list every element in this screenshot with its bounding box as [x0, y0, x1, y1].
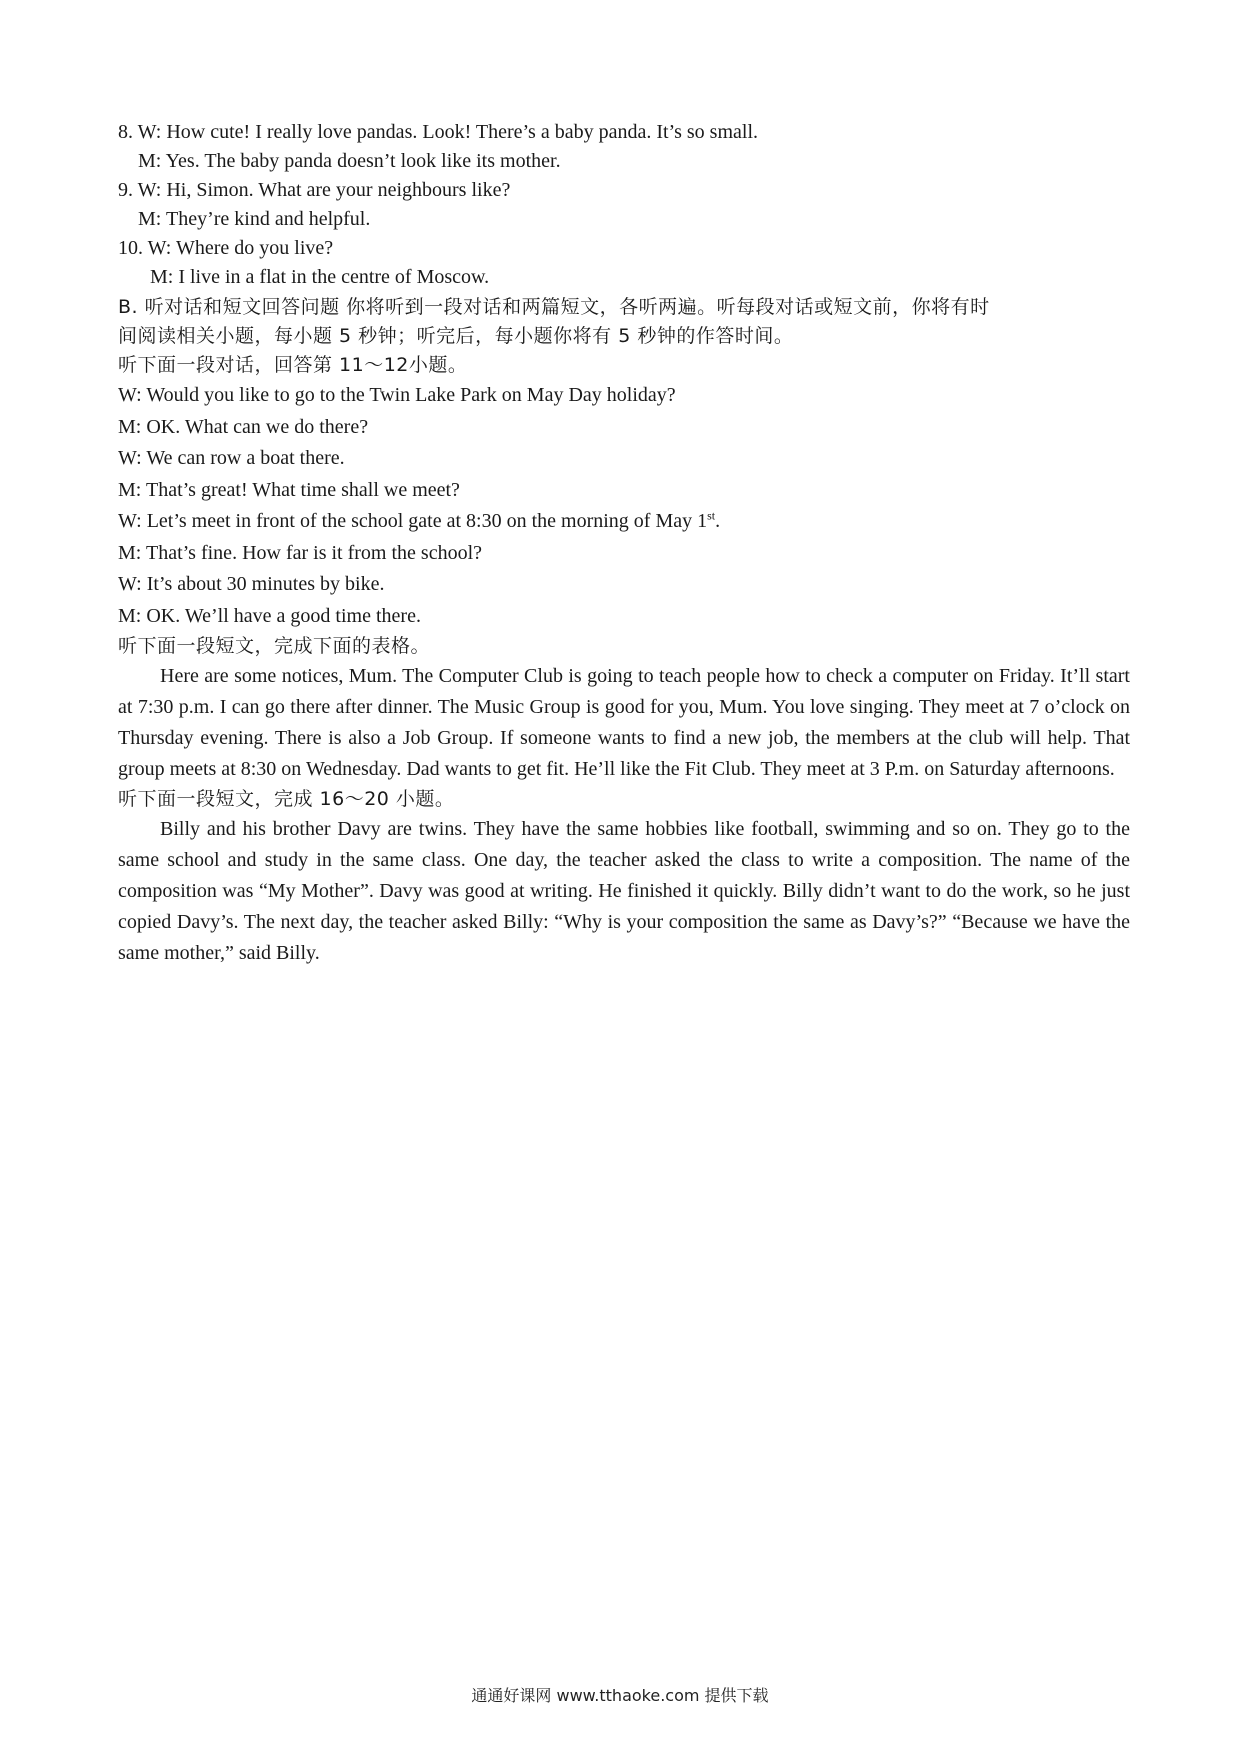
dialogue-line: W: It’s about 30 minutes by bike.	[118, 573, 385, 595]
dialogue	[118, 380, 1130, 632]
dialogue-intro: 听下面一段对话，回答第 11～12小题。	[118, 354, 468, 376]
dialogue-line: W: We can row a boat there.	[118, 447, 345, 469]
section-b-instructions-line2: 间阅读相关小题，每小题 5 秒钟；听完后，每小题你将有 5 秒钟的作答时间。	[118, 325, 794, 347]
section-b-instructions-line1: B. 听对话和短文回答问题 你将听到一段对话和两篇短文，各听两遍。听每段对话或短文前，你将有时	[118, 296, 990, 318]
dialogue-line: M: That’s great! What time shall we meet?	[118, 478, 460, 501]
document-page	[118, 118, 1130, 969]
dialogue-line-text: W: Let’s meet in front of the school gate at 8:30 on the morning of May 1	[118, 510, 708, 532]
passage1-intro: 听下面一段短文，完成下面的表格。	[118, 635, 431, 657]
passage2-intro: 听下面一段短文，完成 16～20 小题。	[118, 788, 455, 810]
item-10-woman: 10. W: Where do you live?	[118, 237, 334, 259]
dialogue-line: W: Let’s meet in front of the school gate at 8:30 on the morning of May 1st.	[118, 508, 721, 532]
page-footer: 通通好课网 www.tthaoke.com 提供下载	[471, 1686, 769, 1705]
dialogue-line: M: That’s fine. How far is it from the school?	[118, 541, 483, 564]
dialogue-line: M: OK. What can we do there?	[118, 415, 369, 438]
item-10-man: M: I live in a flat in the centre of Moscow.	[150, 266, 490, 288]
dialogue-line: W: Would you like to go to the Twin Lake Park on May Day holiday?	[118, 384, 676, 406]
item-9-woman: 9. W: Hi, Simon. What are your neighbours like?	[118, 179, 511, 201]
item-8-woman: 8. W: How cute! I really love pandas. Look! There’s a baby panda. It’s so small.	[118, 121, 759, 143]
dialogue-line: M: OK. We’ll have a good time there.	[118, 604, 421, 627]
ordinal-superscript: st	[707, 508, 716, 523]
item-9-man: M: They’re kind and helpful.	[138, 208, 371, 230]
passage2-text: Billy and his brother Davy are twins. They have the same hobbies like football, swimming and so on. They go to the same school and study in the same class. One day, the teacher asked the class to write a composition. The name of the composition was “My Mother”. Davy was good at writing. He finished it quickly. Billy didn’t want to do the work, so he just copied Davy’s. The next day, the teacher asked Billy: “Why is your composition the same as Davy’s?” “Because we have the same mother,” said Billy.	[118, 818, 1130, 964]
item-8-man: M: Yes. The baby panda doesn’t look like its mother.	[138, 150, 561, 172]
passage1-text: Here are some notices, Mum. The Computer Club is going to teach people how to check a computer on Friday. It’ll start at 7:30 p.m. I can go there after dinner. The Music Group is good for you, Mum. You love singing. They meet at 7 o’clock on Thursday evening. There is also a Job Group. If someone wants to find a new job, the members at the club will help. That group meets at 8:30 on Wednesday. Dad wants to get fit. He’ll like the Fit Club. They meet at 3 P.m. on Saturday afternoons.	[118, 665, 1130, 780]
